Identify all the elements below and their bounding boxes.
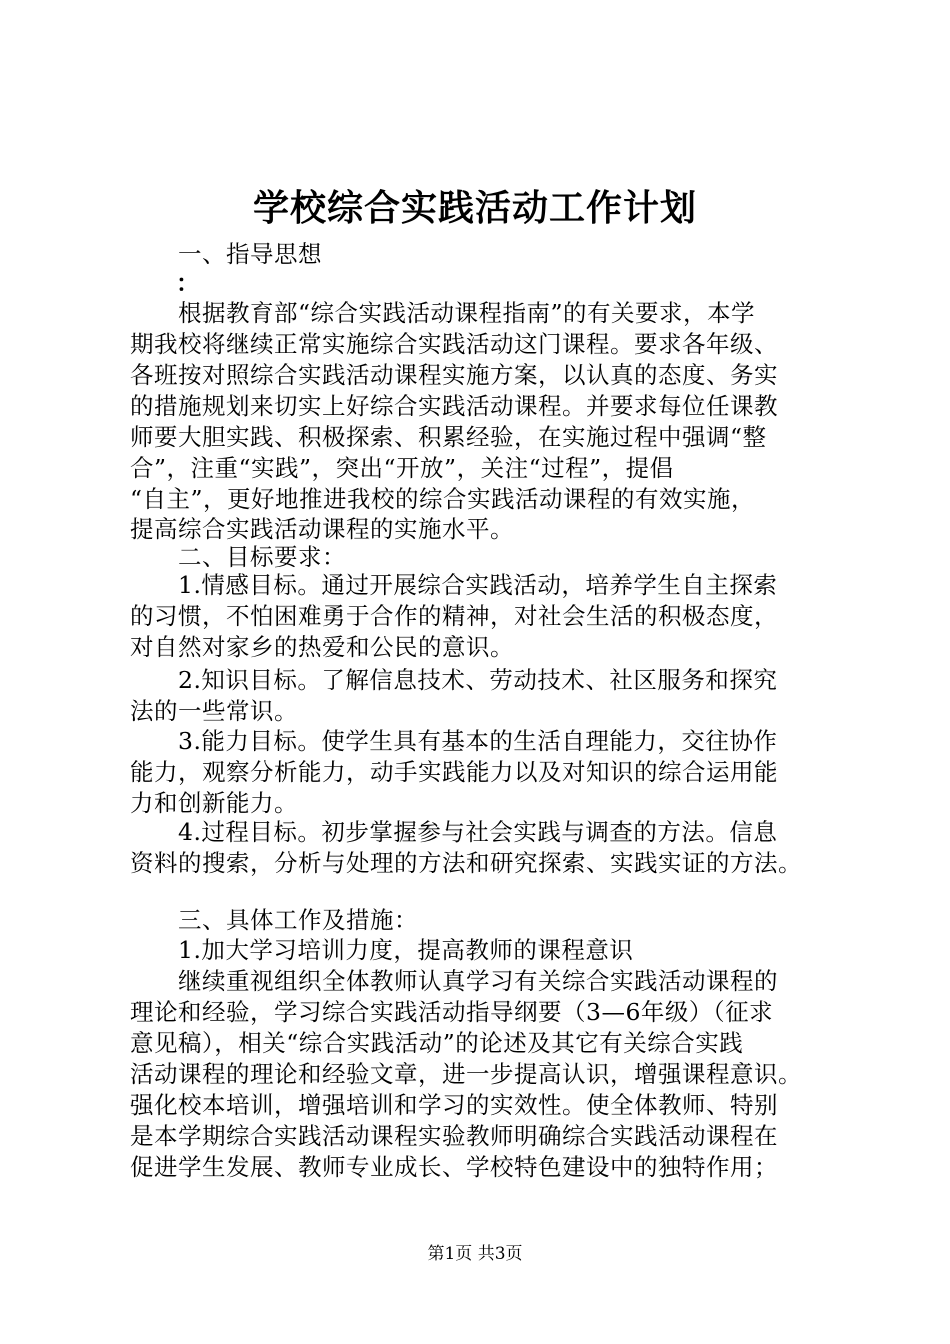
paragraph-line: 的习惯，不怕困难勇于合作的精神，对社会生活的积极态度， xyxy=(130,602,778,630)
page-footer: 第1页 共3页 xyxy=(427,1244,523,1264)
paragraph-line: 期我校将继续正常实施综合实践活动这门课程。要求各年级、 xyxy=(130,330,778,358)
paragraph-line: 意见稿），相关“综合实践活动”的论述及其它有关综合实践 xyxy=(130,1029,744,1057)
paragraph-line: 活动课程的理论和经验文章，进一步提高认识，增强课程意识。 xyxy=(130,1060,802,1088)
paragraph-line: 3.能力目标。使学生具有基本的生活自理能力，交往协作 xyxy=(178,727,778,755)
paragraph-line: 对自然对家乡的热爱和公民的意识。 xyxy=(130,633,514,661)
paragraph-line: 的措施规划来切实上好综合实践活动课程。并要求每位任课教 xyxy=(130,392,778,420)
paragraph-line: 强化校本培训，增强培训和学习的实效性。使全体教师、特别 xyxy=(130,1091,778,1119)
paragraph-line: 各班按对照综合实践活动课程实施方案，以认真的态度、务实 xyxy=(130,361,778,389)
paragraph-line: 2.知识目标。了解信息技术、劳动技术、社区服务和探究 xyxy=(178,666,778,694)
paragraph-line: 师要大胆实践、积极探索、积累经验，在实施过程中强调“整 xyxy=(130,423,767,451)
paragraph-line: 法的一些常识。 xyxy=(130,697,298,725)
paragraph-line: 根据教育部“综合实践活动课程指南”的有关要求，本学 xyxy=(178,299,756,327)
section-heading-guiding-ideology: 一、指导思想 xyxy=(178,240,322,268)
document-title: 学校综合实践活动工作计划 xyxy=(252,187,697,229)
section-heading-measures: 三、具体工作及措施： xyxy=(178,906,418,934)
paragraph-line: 理论和经验，学习综合实践活动指导纲要（3—6年级）（征求 xyxy=(130,998,774,1026)
paragraph-line: 能力，观察分析能力，动手实践能力以及对知识的综合运用能 xyxy=(130,758,778,786)
subheading-training: 1.加大学习培训力度，提高教师的课程意识 xyxy=(178,936,634,964)
paragraph-line: 4.过程目标。初步掌握参与社会实践与调查的方法。信息 xyxy=(178,818,778,846)
paragraph-line: 资料的搜索，分析与处理的方法和研究探索、实践实证的方法。 xyxy=(130,849,802,877)
paragraph-line: 合”，注重“实践”，突出“开放”，关注“过程”，提倡 xyxy=(130,454,674,482)
paragraph-line: 促进学生发展、教师专业成长、学校特色建设中的独特作用； xyxy=(130,1153,778,1181)
paragraph-line: 力和创新能力。 xyxy=(130,789,298,817)
paragraph-line: 继续重视组织全体教师认真学习有关综合实践活动课程的 xyxy=(178,967,778,995)
stray-colon: ： xyxy=(176,269,200,297)
paragraph-line: 提高综合实践活动课程的实施水平。 xyxy=(130,515,514,543)
section-heading-goals: 二、目标要求： xyxy=(178,543,346,571)
paragraph-line: 是本学期综合实践活动课程实验教师明确综合实践活动课程在 xyxy=(130,1122,778,1150)
paragraph-line: 1.情感目标。通过开展综合实践活动，培养学生自主探索 xyxy=(178,571,778,599)
paragraph-line: “自主”，更好地推进我校的综合实践活动课程的有效实施， xyxy=(130,485,756,513)
